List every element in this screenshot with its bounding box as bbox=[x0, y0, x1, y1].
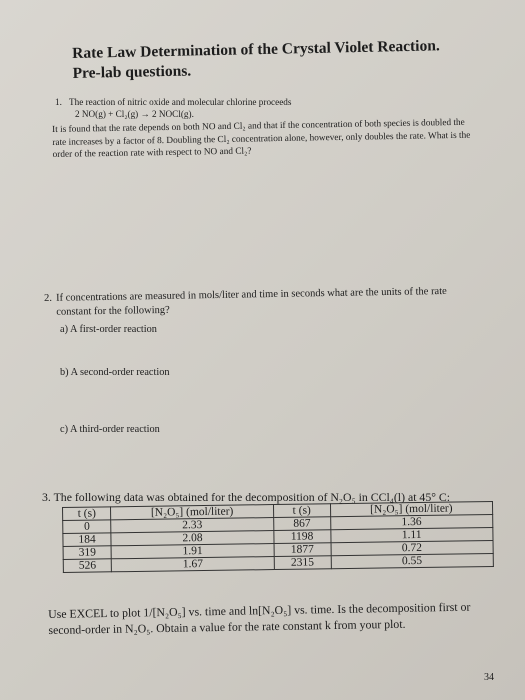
page-title bbox=[72, 36, 440, 84]
title-line-1: Rate Law Determination of the Crystal Violet Reaction. bbox=[72, 37, 440, 62]
question-2a: a) A first-order reaction bbox=[60, 324, 157, 335]
question-1-reaction: 2 NO(g) + Cl₂(g) → 2 NOCl(g). bbox=[75, 109, 194, 119]
question-1-body: It is found that the rate depends on both NO and Cl₂ and that if the concentration of both species is doubled the rate increases by a factor of 8. Doubling the Cl₂ concentration alone, however, only doubles the rate. What is the order of the reaction rate with respect to NO and Cl₂? bbox=[52, 117, 471, 160]
table-cell: 1198 bbox=[274, 530, 331, 544]
table-cell: 319 bbox=[63, 546, 112, 560]
table-header: [N₂O₅] (mol/liter) bbox=[330, 501, 493, 516]
table-header: [N₂O₅] (mol/liter) bbox=[111, 505, 274, 520]
question-1-number: 1. bbox=[55, 97, 62, 107]
table-cell: 526 bbox=[63, 559, 112, 573]
table-cell: 2315 bbox=[274, 556, 331, 570]
question-3-stem: 3. The following data was obtained for the decomposition of N₂O₅ in CCl₄(l) at 45° C: bbox=[42, 490, 451, 504]
table-cell: 184 bbox=[63, 533, 112, 547]
question-2 bbox=[44, 284, 474, 318]
table-cell: 2.08 bbox=[111, 531, 274, 546]
question-2b: b) A second-order reaction bbox=[60, 367, 170, 378]
question-2-text: If concentrations are measured in mols/liter and time in seconds what are the units of the rate constant for the following? bbox=[56, 285, 447, 318]
table-cell: 2.33 bbox=[111, 518, 274, 533]
table-cell: 1.11 bbox=[330, 527, 493, 542]
page-number: 34 bbox=[484, 672, 494, 683]
question-1-stem: The reaction of nitric oxide and molecular chlorine proceeds bbox=[69, 97, 292, 107]
question-3 bbox=[42, 490, 502, 573]
table-cell: 0 bbox=[63, 520, 112, 534]
excel-instructions: Use EXCEL to plot 1/[N₂O₅] vs. time and ln[N₂O₅] vs. time. Is the decomposition first or second-order in N₂O₅. Obtain a value for the rate constant k from your plot. bbox=[48, 599, 471, 637]
table-cell: 0.72 bbox=[331, 540, 494, 555]
table-cell: 1.67 bbox=[112, 557, 275, 572]
table-header: t (s) bbox=[63, 507, 112, 521]
question-2c: c) A third-order reaction bbox=[60, 424, 160, 435]
table-cell: 1877 bbox=[274, 543, 331, 557]
table-cell: 0.55 bbox=[331, 553, 494, 568]
question-2-number: 2. bbox=[44, 292, 53, 304]
table-header: t (s) bbox=[273, 504, 330, 518]
table-cell: 1.36 bbox=[330, 514, 493, 529]
data-table bbox=[62, 501, 494, 573]
table-cell: 867 bbox=[273, 517, 330, 531]
title-line-2: Pre-lab questions. bbox=[72, 62, 192, 82]
table-cell: 1.91 bbox=[111, 544, 274, 559]
